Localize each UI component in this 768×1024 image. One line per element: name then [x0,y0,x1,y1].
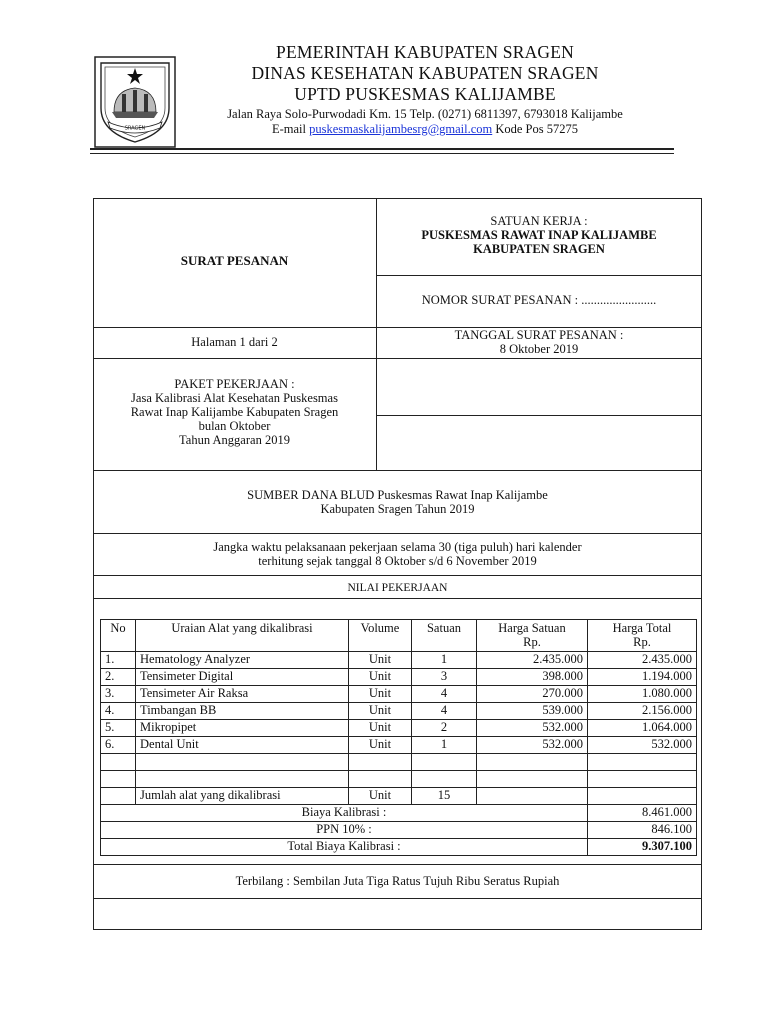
row-no: 2. [101,669,136,686]
row-harga-total: 1.194.000 [588,669,697,686]
empty-cell [588,754,697,771]
table-row [101,703,697,720]
table-row [101,652,697,669]
form-divider [376,415,702,416]
items-table [100,619,697,856]
satuan-kerja [376,214,702,256]
row-uraian: Tensimeter Digital [136,669,349,686]
table-row [101,669,697,686]
letterhead-line-3: UPTD PUSKESMAS KALIJAMBE [294,84,556,104]
nomor-surat [376,293,702,307]
table-row [101,686,697,703]
row-satuan: 4 [412,703,477,720]
header-harga-total [588,620,697,652]
terbilang: Terbilang : Sembilan Juta Tiga Ratus Tujuh Ribu Seratus Rupiah [235,874,560,888]
sumber-dana-line-2: Kabupaten Sragen Tahun 2019 [320,502,475,516]
paket-line: bulan Oktober [198,419,271,433]
ppn-value: 846.100 [588,822,697,839]
row-no: 6. [101,737,136,754]
letterhead-contact [185,122,665,137]
jumlah-label: Jumlah alat yang dikalibrasi [136,788,349,805]
empty-cell [349,754,412,771]
table-row [101,737,697,754]
form-divider [93,898,702,899]
table-row-biaya [101,805,697,822]
empty-cell [477,788,588,805]
paket-line: PAKET PEKERJAAN : [174,377,295,391]
nomor-value: ........................ [581,293,657,307]
row-no: 3. [101,686,136,703]
empty-cell [412,754,477,771]
sragen-regency-crest-icon [94,56,176,148]
form-divider [93,533,702,534]
letterhead [185,42,665,137]
jumlah-satuan: 15 [412,788,477,805]
nomor-label: NOMOR SURAT PESANAN : [421,293,579,307]
row-volume: Unit [349,686,412,703]
row-harga-total: 1.080.000 [588,686,697,703]
letterhead-divider-thin [90,153,674,154]
total-label: Total Biaya Kalibrasi : [101,839,588,856]
empty-cell [477,754,588,771]
row-satuan: 1 [412,737,477,754]
empty-cell [349,771,412,788]
row-satuan: 1 [412,652,477,669]
row-volume: Unit [349,669,412,686]
jangka-waktu [93,540,702,568]
header-volume: Volume [349,620,412,652]
letterhead-line-1: PEMERINTAH KABUPATEN SRAGEN [276,42,574,62]
row-uraian: Timbangan BB [136,703,349,720]
satuan-kerja-line-1: PUSKESMAS RAWAT INAP KALIJAMBE [421,228,657,242]
jangka-line-1: Jangka waktu pelaksanaan pekerjaan selama 30 (tiga puluh) hari kalender [213,540,582,554]
jangka-line-2: terhitung sejak tanggal 8 Oktober s/d 6 November 2019 [258,554,537,568]
table-row-jumlah [101,788,697,805]
row-no: 1. [101,652,136,669]
empty-cell [477,771,588,788]
header-harga-total-text: Harga Total Rp. [612,621,672,649]
row-uraian: Mikropipet [136,720,349,737]
empty-cell [101,754,136,771]
header-satuan: Satuan [412,620,477,652]
satuan-kerja-label: SATUAN KERJA : [490,214,588,228]
satuan-kerja-line-2: KABUPATEN SRAGEN [473,242,605,256]
row-harga-satuan: 539.000 [477,703,588,720]
row-no: 5. [101,720,136,737]
biaya-label: Biaya Kalibrasi : [101,805,588,822]
table-row [101,720,697,737]
row-harga-satuan: 398.000 [477,669,588,686]
row-harga-satuan: 532.000 [477,737,588,754]
form-divider [93,470,702,471]
email-prefix: E-mail [271,122,306,136]
tanggal-surat [376,328,702,356]
empty-cell [588,788,697,805]
row-volume: Unit [349,720,412,737]
empty-cell [136,771,349,788]
postcode: Kode Pos 57275 [495,122,579,136]
header-harga-satuan [477,620,588,652]
jumlah-volume: Unit [349,788,412,805]
nilai-pekerjaan-title: NILAI PEKERJAAN [347,582,448,594]
empty-cell [588,771,697,788]
row-satuan: 4 [412,686,477,703]
table-row-ppn [101,822,697,839]
form-divider [93,864,702,865]
table-header-row [101,620,697,652]
table-row-total [101,839,697,856]
empty-cell [412,771,477,788]
header-uraian: Uraian Alat yang dikalibrasi [136,620,349,652]
sumber-dana-line-1: SUMBER DANA BLUD Puskesmas Rawat Inap Kalijambe [247,488,548,502]
row-satuan: 3 [412,669,477,686]
form-title: SURAT PESANAN [180,253,289,268]
row-no: 4. [101,703,136,720]
halaman: Halaman 1 dari 2 [191,335,278,349]
table-row-empty [101,771,697,788]
row-harga-satuan: 270.000 [477,686,588,703]
email-link[interactable]: puskesmaskalijambesrg@gmail.com [309,122,493,136]
row-volume: Unit [349,703,412,720]
logo-banner-text: SRAGEN [124,125,146,132]
row-uraian: Dental Unit [136,737,349,754]
letterhead-line-2: DINAS KESEHATAN KABUPATEN SRAGEN [251,63,599,83]
header-no: No [101,620,136,652]
biaya-value: 8.461.000 [588,805,697,822]
paket-line: Rawat Inap Kalijambe Kabupaten Sragen [130,405,339,419]
letterhead-divider-thick [90,148,674,150]
row-uraian: Hematology Analyzer [136,652,349,669]
row-volume: Unit [349,652,412,669]
total-value: 9.307.100 [588,839,697,856]
row-harga-total: 1.064.000 [588,720,697,737]
form-divider [376,275,702,276]
form-divider [93,598,702,599]
row-harga-satuan: 2.435.000 [477,652,588,669]
ppn-label: PPN 10% : [101,822,588,839]
row-satuan: 2 [412,720,477,737]
table-row-empty [101,754,697,771]
form-divider [93,575,702,576]
empty-cell [136,754,349,771]
row-harga-total: 2.435.000 [588,652,697,669]
tanggal-label: TANGGAL SURAT PESANAN : [454,328,624,342]
row-harga-total: 2.156.000 [588,703,697,720]
row-harga-satuan: 532.000 [477,720,588,737]
row-uraian: Tensimeter Air Raksa [136,686,349,703]
paket-pekerjaan [93,377,376,447]
form-divider [93,358,702,359]
row-volume: Unit [349,737,412,754]
empty-cell [101,788,136,805]
letterhead-address: Jalan Raya Solo-Purwodadi Km. 15 Telp. (0271) 6811397, 6793018 Kalijambe [227,107,623,121]
tanggal-value: 8 Oktober 2019 [499,342,579,356]
header-harga-satuan-text: Harga Satuan Rp. [498,621,566,649]
paket-line: Tahun Anggaran 2019 [179,433,290,447]
empty-cell [101,771,136,788]
sumber-dana [93,488,702,516]
row-harga-total: 532.000 [588,737,697,754]
paket-line: Jasa Kalibrasi Alat Kesehatan Puskesmas [131,391,338,405]
